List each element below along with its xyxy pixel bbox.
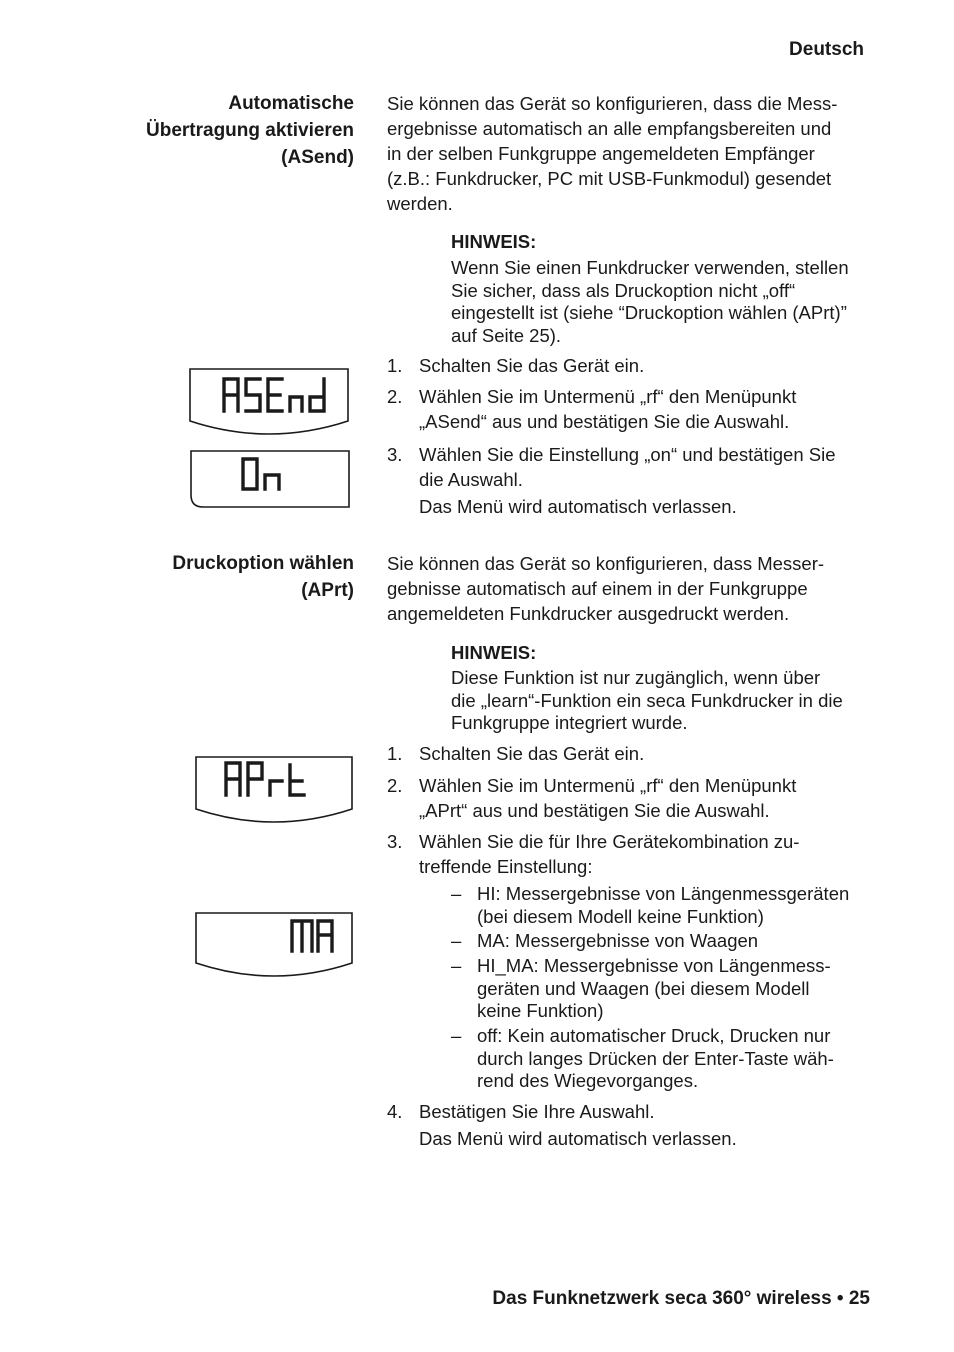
text-line: in der selben Funkgruppe angemeldeten Empfänger <box>387 143 815 164</box>
text-line: Sie können das Gerät so konfigurieren, dass Messer- <box>387 553 825 574</box>
text-line: Sie können das Gerät so konfigurieren, dass die Mess- <box>387 93 838 114</box>
note-title: HINWEIS: <box>451 231 537 252</box>
step-line: Wählen Sie die für Ihre Gerätekombination zu- <box>419 831 800 852</box>
option-line: HI_MA: Messergebnisse von Längenmess- <box>477 955 831 976</box>
step-result: Das Menü wird automatisch verlassen. <box>419 1128 737 1149</box>
step-line: Bestätigen Sie Ihre Auswahl. <box>419 1101 655 1122</box>
text-line: werden. <box>387 193 453 214</box>
step-line: „ASend“ aus und bestätigen Sie die Auswahl. <box>419 411 790 432</box>
note-line: eingestellt ist (siehe “Druckoption wählen (APrt)” <box>451 302 847 323</box>
text-line: ergebnisse automatisch an alle empfangsbereiten und <box>387 118 832 139</box>
step-number: 1. <box>387 743 403 764</box>
option-line: MA: Messergebnisse von Waagen <box>477 930 759 951</box>
section-title-aprt <box>54 550 354 604</box>
lcd-display-ma <box>194 911 356 981</box>
option-dash: – <box>451 883 462 904</box>
step-line: Wählen Sie im Untermenü „rf“ den Menüpunkt <box>419 386 797 407</box>
lcd-frame <box>189 449 351 513</box>
step-number: 1. <box>387 355 403 376</box>
note-line: auf Seite 25). <box>451 324 562 346</box>
step-line: Schalten Sie das Gerät ein. <box>419 743 645 764</box>
note-line: Sie sicher, dass als Druckoption nicht „off“ <box>451 279 796 301</box>
option-line: (bei diesem Modell keine Funktion) <box>477 905 764 927</box>
text-line: angemeldeten Funkdrucker ausgedruckt werden. <box>387 603 790 624</box>
step-item <box>387 829 877 879</box>
step-result: Das Menü wird automatisch verlassen. <box>419 496 737 517</box>
step-line: treffende Einstellung: <box>419 856 593 877</box>
step-number: 3. <box>387 831 403 852</box>
step-number: 3. <box>387 444 403 465</box>
option-item <box>451 930 881 953</box>
step-number: 2. <box>387 775 403 796</box>
option-line: HI: Messergebnisse von Längenmessgeräten <box>477 883 850 904</box>
option-line: geräten und Waagen (bei diesem Modell <box>477 977 810 999</box>
option-line: rend des Wiegevorganges. <box>477 1070 699 1091</box>
text-line: gebnisse automatisch auf einem in der Funkgruppe <box>387 578 808 599</box>
option-item <box>451 955 881 1023</box>
step-number: 2. <box>387 386 403 407</box>
page-footer: Das Funknetzwerk seca 360° wireless • 25 <box>492 1288 870 1309</box>
title-line: Übertragung aktivieren <box>146 120 354 141</box>
title-line: (APrt) <box>301 580 354 601</box>
step-item <box>387 442 877 492</box>
note-title: HINWEIS: <box>451 642 537 663</box>
option-line: durch langes Drücken der Enter-Taste wäh- <box>477 1047 834 1069</box>
title-line: (ASend) <box>281 147 354 168</box>
option-line: off: Kein automatischer Druck, Drucken nur <box>477 1025 831 1046</box>
step-item <box>387 773 877 823</box>
text-line: (z.B.: Funkdrucker, PC mit USB-Funkmodul) gesendet <box>387 168 832 189</box>
step-number: 4. <box>387 1101 403 1122</box>
page-language-header: Deutsch <box>789 39 864 60</box>
option-dash: – <box>451 955 462 976</box>
step-item <box>387 741 877 766</box>
title-line: Druckoption wählen <box>172 553 354 574</box>
step-line: die Auswahl. <box>419 469 523 490</box>
step-line: Schalten Sie das Gerät ein. <box>419 355 645 376</box>
title-line: Automatische <box>228 93 354 114</box>
lcd-display-asend <box>188 367 350 439</box>
note-line: Diese Funktion ist nur zugänglich, wenn über <box>451 667 821 688</box>
step-line: „APrt“ aus und bestätigen Sie die Auswahl. <box>419 800 770 821</box>
section2-note <box>451 642 881 735</box>
note-line: Wenn Sie einen Funkdrucker verwenden, stellen <box>451 257 849 278</box>
note-line: Funkgruppe integriert wurde. <box>451 712 688 733</box>
option-dash: – <box>451 930 462 951</box>
section1-intro <box>387 91 877 216</box>
option-item <box>451 883 881 928</box>
option-dash: – <box>451 1025 462 1046</box>
step-item <box>387 384 877 434</box>
step-item <box>387 1099 877 1124</box>
section1-note <box>451 231 881 347</box>
lcd-frame <box>188 367 350 439</box>
step-line: Wählen Sie im Untermenü „rf“ den Menüpunkt <box>419 775 797 796</box>
lcd-display-aprt <box>194 755 356 827</box>
lcd-frame <box>194 755 356 827</box>
note-line: die „learn“-Funktion ein seca Funkdrucker in die <box>451 689 843 711</box>
lcd-frame <box>194 911 356 981</box>
section2-intro <box>387 551 877 626</box>
option-line: keine Funktion) <box>477 1000 604 1021</box>
step-item <box>387 353 877 378</box>
lcd-display-on <box>189 449 351 513</box>
section-title-asend <box>54 90 354 171</box>
option-item <box>451 1025 881 1093</box>
step-line: Wählen Sie die Einstellung „on“ und bestätigen Sie <box>419 444 836 465</box>
